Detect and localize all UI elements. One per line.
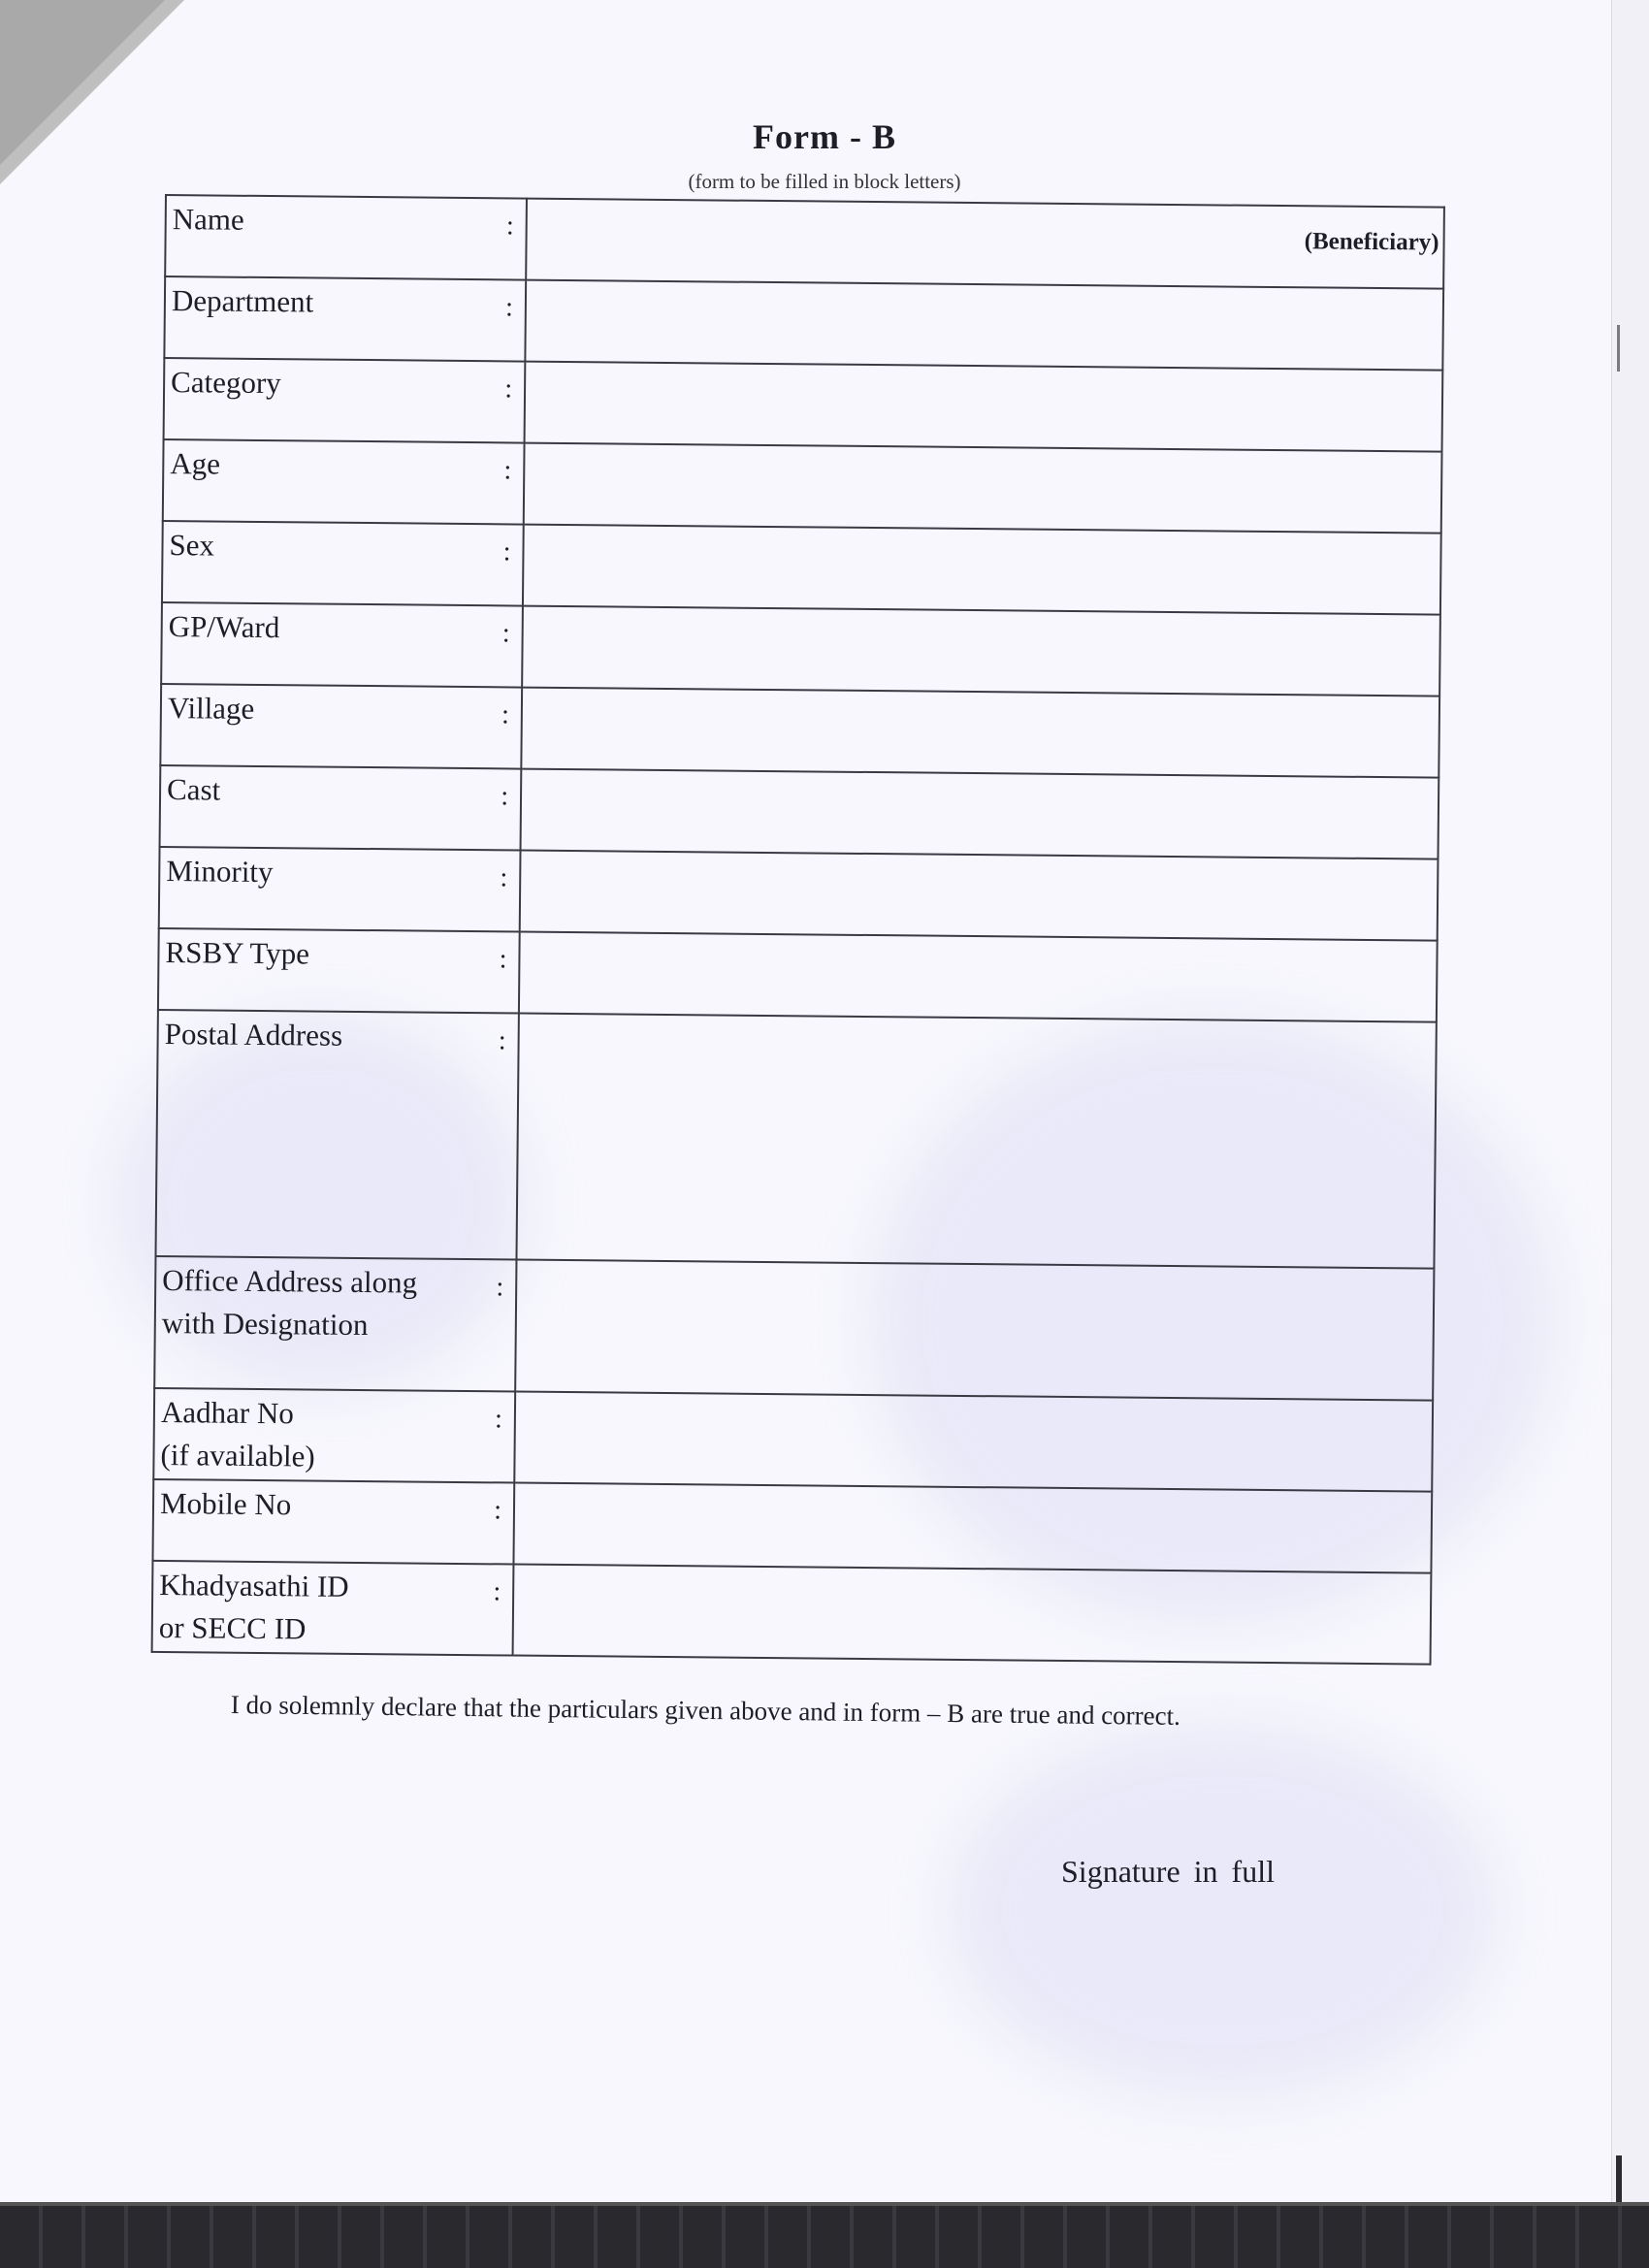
form-row-aadhar [153, 1388, 1433, 1492]
form-row-mobile [152, 1479, 1432, 1573]
form-title-text: Form - B [753, 117, 896, 156]
colon: : [501, 699, 510, 730]
colon: : [493, 1576, 501, 1607]
form-row-age [163, 439, 1442, 534]
field-label-cell [164, 276, 526, 362]
aadhar-field[interactable] [514, 1392, 1433, 1492]
field-label-cell [153, 1388, 515, 1483]
field-label: Name [172, 202, 244, 237]
colon: : [496, 1272, 504, 1303]
colon: : [504, 292, 514, 323]
field-label-cell [159, 847, 521, 932]
name-field[interactable] [526, 199, 1444, 289]
rsby-type-field[interactable] [519, 932, 1438, 1022]
sex-field[interactable] [523, 525, 1441, 615]
edge-mark [1617, 325, 1620, 372]
field-label-cell [163, 439, 525, 525]
field-label: Mobile No [159, 1486, 292, 1522]
field-label: Village [167, 691, 255, 726]
field-label: Aadhar No (if available) [160, 1395, 315, 1474]
postal-address-field[interactable] [516, 1014, 1436, 1269]
field-label: Age [170, 446, 221, 481]
form-row-category [164, 358, 1443, 452]
declaration-text: I do solemnly declare that the particulars given above and in form – B are true and correct. [230, 1690, 1181, 1731]
form-row-sex [162, 521, 1441, 615]
scanner-strip [0, 2202, 1649, 2268]
colon: : [498, 1025, 506, 1056]
field-label-cell [164, 358, 526, 443]
form-row-minority [159, 847, 1439, 941]
age-field[interactable] [524, 443, 1442, 534]
field-label-cell [152, 1479, 514, 1565]
cast-field[interactable] [521, 769, 1439, 859]
office-address-field[interactable] [515, 1260, 1434, 1401]
colon: : [504, 373, 513, 405]
gp-ward-field[interactable] [522, 606, 1440, 697]
form-row-cast [160, 765, 1439, 859]
scan-edge [1611, 0, 1649, 2206]
field-label: Category [170, 365, 281, 401]
field-label-cell [162, 521, 524, 606]
field-label-cell [160, 765, 522, 851]
mobile-field[interactable] [513, 1483, 1432, 1573]
field-label: RSBY Type [165, 935, 310, 971]
department-field[interactable] [525, 280, 1443, 371]
form-subtitle: (form to be filled in block letters) [688, 170, 961, 193]
form-row-gp-ward [161, 602, 1440, 697]
colon: : [501, 618, 510, 649]
colon: : [502, 536, 511, 567]
khadyasathi-field[interactable] [513, 1565, 1432, 1665]
field-label: Minority [166, 854, 274, 890]
colon: : [494, 1404, 503, 1435]
form-row-rsby-type [158, 928, 1438, 1022]
signature-label: Signature in full [1061, 1854, 1275, 1889]
colon: : [500, 862, 508, 893]
field-label: Office Address along with Designation [161, 1263, 418, 1343]
edge-mark [1616, 2155, 1622, 2202]
colon: : [499, 944, 507, 975]
field-label-cell [154, 1256, 516, 1392]
field-label-cell [158, 928, 520, 1014]
field-label: Sex [169, 528, 215, 563]
form-row-department [164, 276, 1443, 371]
form-title [0, 116, 1649, 157]
village-field[interactable] [521, 688, 1439, 778]
form-row-village [160, 684, 1439, 778]
field-label-cell [152, 1561, 514, 1656]
field-label: Postal Address [164, 1017, 343, 1053]
form-row-postal-address [155, 1010, 1436, 1269]
minority-field[interactable] [520, 851, 1439, 941]
field-label-cell [155, 1010, 518, 1260]
colon: : [494, 1495, 502, 1526]
field-label-cell [161, 602, 523, 688]
form-row-name [165, 195, 1444, 289]
colon: : [501, 781, 509, 812]
field-label-cell [165, 195, 527, 280]
form-row-khadyasathi [152, 1561, 1432, 1665]
beneficiary-note: (Beneficiary) [1304, 228, 1439, 256]
form-row-office-address [154, 1256, 1434, 1401]
colon: : [505, 211, 514, 242]
colon: : [503, 455, 512, 486]
field-label: GP/Ward [168, 609, 280, 645]
field-label: Khadyasathi ID or SECC ID [158, 1568, 349, 1646]
field-label: Cast [166, 772, 221, 807]
scan-blotch [951, 1727, 1494, 2095]
category-field[interactable] [525, 362, 1443, 452]
field-label: Department [171, 283, 314, 319]
form-table [151, 194, 1445, 1666]
field-label-cell [160, 684, 522, 769]
